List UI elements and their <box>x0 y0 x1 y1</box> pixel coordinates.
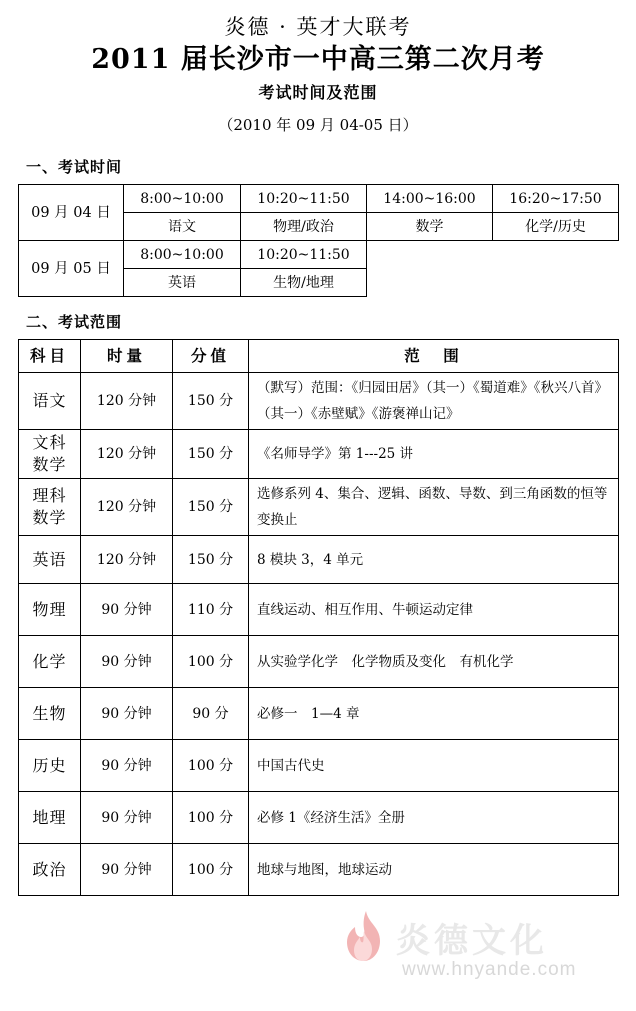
scope-score: 150 分 <box>173 479 249 536</box>
scope-score: 110 分 <box>173 584 249 636</box>
scope-subject: 地理 <box>19 792 81 844</box>
scope-subject: 物理 <box>19 584 81 636</box>
table-row <box>19 241 619 269</box>
scope-duration: 120 分钟 <box>81 536 173 584</box>
time-slot-cell: 8:00~10:00 <box>124 185 241 213</box>
time-subject-cell: 化学/历史 <box>493 213 619 241</box>
column-header-duration: 时量 <box>81 340 173 373</box>
exam-date-range: （2010 年 09 月 04-05 日） <box>218 116 418 134</box>
table-row <box>19 584 619 636</box>
scope-duration: 90 分钟 <box>81 740 173 792</box>
table-row <box>19 479 619 536</box>
time-subject-cell: 英语 <box>124 269 241 297</box>
scope-score: 100 分 <box>173 792 249 844</box>
time-subject-cell: 生物/地理 <box>241 269 367 297</box>
table-row <box>19 636 619 688</box>
time-slot-cell: 10:20~11:50 <box>241 241 367 269</box>
scope-subject: 语文 <box>19 373 81 430</box>
column-header-score: 分值 <box>173 340 249 373</box>
time-slot-cell: 8:00~10:00 <box>124 241 241 269</box>
scope-score: 100 分 <box>173 740 249 792</box>
scope-content: 直线运动、相互作用、牛顿运动定律 <box>249 584 619 636</box>
watermark-url: www.hnyande.com <box>402 959 577 980</box>
table-row <box>19 844 619 896</box>
scope-score: 150 分 <box>173 536 249 584</box>
time-row-day: 09 月 05 日 <box>19 241 124 297</box>
time-empty-cell <box>367 241 619 297</box>
time-slot-cell: 10:20~11:50 <box>241 185 367 213</box>
time-slot-cell: 16:20~17:50 <box>493 185 619 213</box>
table-header-row <box>19 340 619 373</box>
scope-subject: 历史 <box>19 740 81 792</box>
scope-score: 150 分 <box>173 430 249 479</box>
scope-content: 选修系列 4、集合、逻辑、函数、导数、到三角函数的恒等变换止 <box>249 479 619 536</box>
title-block <box>18 0 618 142</box>
scope-subject: 政治 <box>19 844 81 896</box>
scope-subject: 化学 <box>19 636 81 688</box>
table-row <box>19 536 619 584</box>
flame-icon <box>336 909 392 977</box>
scope-content: （默写）范围：《归园田居》（其一）《蜀道难》《秋兴八首》（其一）《赤壁赋》《游褒禅山记》 <box>249 373 619 430</box>
scope-subject: 英语 <box>19 536 81 584</box>
time-slot-cell: 14:00~16:00 <box>367 185 493 213</box>
section-heading-exam-time: 一、考试时间 <box>26 158 123 176</box>
table-row <box>19 373 619 430</box>
scope-content: 《名师导学》第 1---25 讲 <box>249 430 619 479</box>
scope-score: 100 分 <box>173 636 249 688</box>
subtitle: 考试时间及范围 <box>258 83 378 102</box>
table-row <box>19 740 619 792</box>
table-row <box>19 430 619 479</box>
scope-duration: 90 分钟 <box>81 584 173 636</box>
scope-duration: 90 分钟 <box>81 844 173 896</box>
scope-duration: 120 分钟 <box>81 479 173 536</box>
scope-score: 150 分 <box>173 373 249 430</box>
column-header-scope: 范 围 <box>249 340 619 373</box>
scope-content: 8 模块 3，4 单元 <box>249 536 619 584</box>
watermark-text: 炎德文化 <box>396 921 548 961</box>
scope-duration: 120 分钟 <box>81 430 173 479</box>
scope-score: 100 分 <box>173 844 249 896</box>
scope-duration: 90 分钟 <box>81 792 173 844</box>
scope-score: 90 分 <box>173 688 249 740</box>
scope-content: 中国古代史 <box>249 740 619 792</box>
scope-subject: 生物 <box>19 688 81 740</box>
time-subject-cell: 数学 <box>367 213 493 241</box>
exam-scope-table <box>18 339 619 896</box>
table-row <box>19 185 619 213</box>
scope-subject: 理科 数学 <box>19 479 81 536</box>
table-row <box>19 792 619 844</box>
scope-duration: 90 分钟 <box>81 636 173 688</box>
time-subject-cell: 物理/政治 <box>241 213 367 241</box>
time-row-day: 09 月 04 日 <box>19 185 124 241</box>
scope-content: 必修 1《经济生活》全册 <box>249 792 619 844</box>
exam-time-table <box>18 184 619 297</box>
scope-content: 从实验学化学 化学物质及变化 有机化学 <box>249 636 619 688</box>
table-row <box>19 688 619 740</box>
time-subject-cell: 语文 <box>124 213 241 241</box>
scope-subject: 文科 数学 <box>19 430 81 479</box>
page-title: 2011 届长沙市一中高三第二次月考 <box>91 44 545 75</box>
scope-duration: 90 分钟 <box>81 688 173 740</box>
column-header-subject: 科目 <box>19 340 81 373</box>
scope-content: 必修一 1—4 章 <box>249 688 619 740</box>
scope-duration: 120 分钟 <box>81 373 173 430</box>
section-heading-exam-scope: 二、考试范围 <box>26 313 123 331</box>
exam-brand-title: 炎德 · 英才大联考 <box>224 15 412 39</box>
watermark <box>318 909 618 1001</box>
scope-content: 地球与地图，地球运动 <box>249 844 619 896</box>
